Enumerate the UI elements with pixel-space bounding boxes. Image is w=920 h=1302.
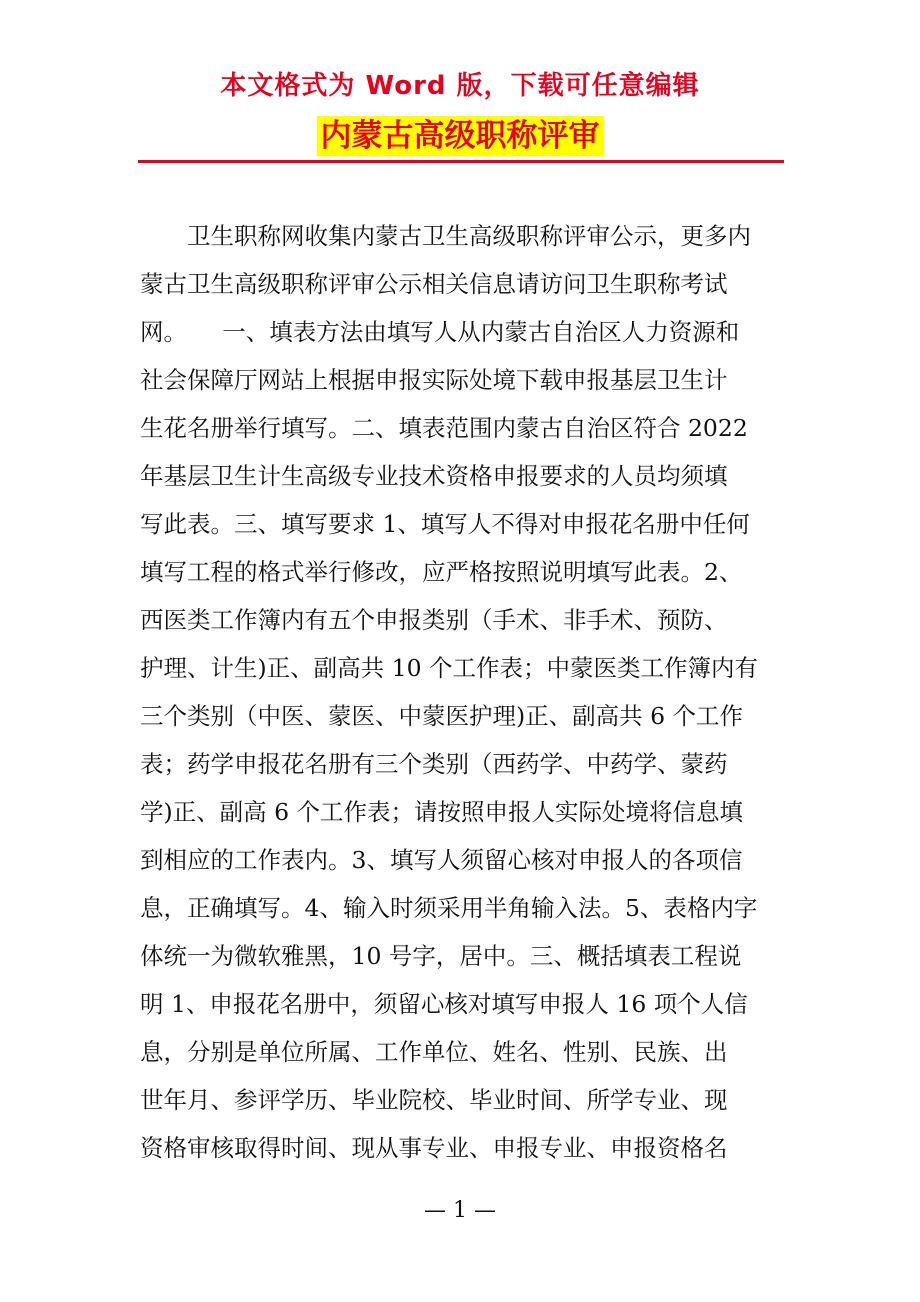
title-container (0, 116, 920, 156)
body-line: 世年月、参评学历、毕业院校、毕业时间、所学专业、现 (140, 1086, 728, 1114)
body-line: 写此表。三、填写要求 1、填写人不得对申报花名册中任何 (140, 510, 750, 538)
body-line: 息，正确填写。4、输入时须采用半角输入法。5、表格内字 (140, 894, 758, 922)
body-line: 三个类别（中医、蒙医、中蒙医护理)正、副高共 6 个工作 (140, 702, 744, 730)
download-notice: 本文格式为 Word 版，下载可任意编辑 (220, 71, 700, 101)
page-number: — 1 — (424, 1198, 496, 1223)
body-line: 社会保障厅网站上根据申报实际处境下载申报基层卫生计 (140, 366, 728, 394)
document-title: 内蒙古高级职称评审 (317, 116, 604, 156)
body-line: 年基层卫生计生高级专业技术资格申报要求的人员均须填 (140, 462, 728, 490)
body-line: 西医类工作簿内有五个申报类别（手术、非手术、预防、 (140, 606, 728, 634)
body-line: 到相应的工作表内。3、填写人须留心核对申报人的各项信 (140, 846, 743, 874)
body-line: 卫生职称网收集内蒙古卫生高级职称评审公示，更多内 (140, 222, 751, 250)
body-line: 明 1、申报花名册中，须留心核对填写申报人 16 项个人信 (140, 990, 748, 1018)
document-body (140, 212, 784, 1172)
body-line: 体统一为微软雅黑，10 号字，居中。三、概括填表工程说 (140, 942, 742, 970)
body-line: 护理、计生)正、副高共 10 个工作表；中蒙医类工作簿内有 (140, 654, 759, 682)
body-line: 学)正、副高 6 个工作表；请按照申报人实际处境将信息填 (140, 798, 744, 826)
body-line: 生花名册举行填写。二、填表范围内蒙古自治区符合 2022 (140, 414, 748, 442)
header-rule (138, 160, 784, 163)
body-line: 网。 一、填表方法由填写人从内蒙古自治区人力资源和 (140, 318, 740, 346)
body-line: 填写工程的格式举行修改，应严格按照说明填写此表。2、 (140, 558, 743, 586)
body-line: 蒙古卫生高级职称评审公示相关信息请访问卫生职称考试 (140, 270, 728, 298)
body-line: 息，分别是单位所属、工作单位、姓名、性别、民族、出 (140, 1038, 728, 1066)
body-line: 表；药学申报花名册有三个类别（西药学、中药学、蒙药 (140, 750, 728, 778)
body-line: 资格审核取得时间、现从事专业、申报专业、申报资格名 (140, 1134, 728, 1162)
